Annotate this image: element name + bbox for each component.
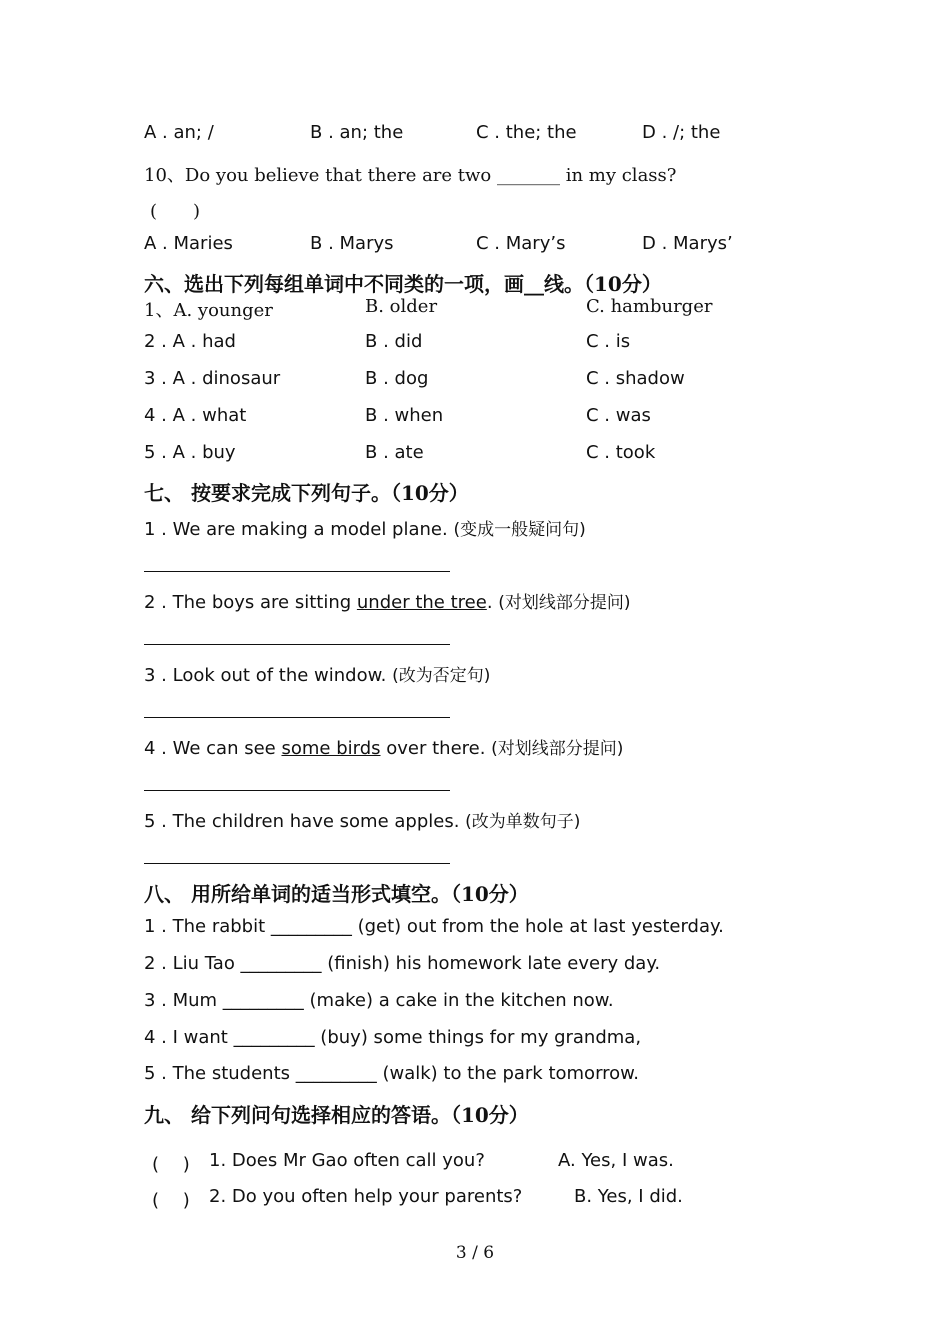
section7-title: 七、 按要求完成下列句子。（10分） xyxy=(144,481,469,505)
s6-row3-b: B . dog xyxy=(365,368,429,389)
s6-row5-a: 5 . A . buy xyxy=(144,442,236,463)
s8-item-1: 1 . The rabbit _________ (get) out from the hole at last yesterday. xyxy=(144,916,724,937)
s6-row2-b: B . did xyxy=(365,331,423,352)
s7-answer-line-2[interactable] xyxy=(144,644,450,645)
s7-answer-line-4[interactable] xyxy=(144,790,450,791)
q10-option-d: D . Marys’ xyxy=(642,233,733,254)
s7-item-2-text: 2 . The boys are sitting xyxy=(144,592,357,613)
s7-answer-line-3[interactable] xyxy=(144,717,450,718)
q9-option-c: C . the; the xyxy=(476,122,577,143)
page-number: 3 / 6 xyxy=(455,1243,495,1263)
s9-item-2-answer: B. Yes, I did. xyxy=(574,1186,683,1207)
section9-title: 九、 给下列问句选择相应的答语。（10分） xyxy=(144,1103,529,1127)
s7-item-5-text: 5 . The children have some apples. xyxy=(144,811,466,832)
s9-item-1-answer: A. Yes, I was. xyxy=(558,1150,674,1171)
q10-option-a: A . Maries xyxy=(144,233,233,254)
q9-option-b: B . an; the xyxy=(310,122,404,143)
s9-item-2-paren[interactable]: ( ) xyxy=(152,1190,190,1211)
s9-item-1-paren[interactable]: ( ) xyxy=(152,1154,190,1175)
s6-row4-b: B . when xyxy=(365,405,444,426)
s6-row1-a: 1、A. younger xyxy=(144,300,273,321)
section8-title: 八、 用所给单词的适当形式填空。（10分） xyxy=(144,882,529,906)
s7-item-2-post: . xyxy=(486,592,499,613)
q9-option-a: A . an; / xyxy=(144,122,214,143)
q9-option-d: D . /; the xyxy=(642,122,721,143)
s8-item-5: 5 . The students _________ (walk) to the park tomorrow. xyxy=(144,1063,639,1084)
s7-item-4-post: over there. xyxy=(380,738,492,759)
s7-item-1-text: 1 . We are making a model plane. xyxy=(144,519,454,540)
s6-row1-c: C. hamburger xyxy=(586,296,713,317)
s9-item-1-question: 1. Does Mr Gao often call you? xyxy=(209,1150,485,1171)
s7-item-5 xyxy=(144,807,580,832)
s7-item-4-note: (对划线部分提问) xyxy=(491,739,624,759)
s9-item-2-question: 2. Do you often help your parents? xyxy=(209,1186,523,1207)
s6-row3-c: C . shadow xyxy=(586,368,685,389)
s7-answer-line-1[interactable] xyxy=(144,571,450,572)
s8-item-4: 4 . I want _________ (buy) some things for my grandma, xyxy=(144,1027,642,1048)
s7-item-5-note: (改为单数句子) xyxy=(465,812,581,832)
s6-row3-a: 3 . A . dinosaur xyxy=(144,368,281,389)
s8-item-3: 3 . Mum _________ (make) a cake in the kitchen now. xyxy=(144,990,614,1011)
q10-option-b: B . Marys xyxy=(310,233,394,254)
s7-item-4-text: 4 . We can see xyxy=(144,738,282,759)
s7-item-3-note: (改为否定句) xyxy=(392,666,491,686)
section6-title: 六、选出下列每组单词中不同类的一项，画__线。（10分） xyxy=(144,272,662,296)
s6-row5-b: B . ate xyxy=(365,442,424,463)
s7-item-4-underlined: some birds xyxy=(281,738,381,759)
s8-item-2: 2 . Liu Tao _________ (finish) his homework late every day. xyxy=(144,953,661,974)
s7-item-1-note: (变成一般疑问句) xyxy=(453,520,586,540)
s6-row4-c: C . was xyxy=(586,405,651,426)
s6-row1-b: B. older xyxy=(365,296,438,317)
s7-item-3 xyxy=(144,661,490,686)
s7-item-2-underlined: under the tree xyxy=(356,592,487,613)
s7-item-2-note: (对划线部分提问) xyxy=(498,593,631,613)
q10-answer-paren: ( ) xyxy=(150,201,201,222)
s7-item-3-text: 3 . Look out of the window. xyxy=(144,665,393,686)
q10-question: 10、Do you believe that there are two _______ in my class? xyxy=(144,165,677,186)
s7-item-1 xyxy=(144,515,586,540)
s6-row5-c: C . took xyxy=(586,442,656,463)
s6-row4-a: 4 . A . what xyxy=(144,405,247,426)
s7-item-2 xyxy=(144,588,631,613)
s6-row2-a: 2 . A . had xyxy=(144,331,236,352)
q10-option-c: C . Mary’s xyxy=(476,233,566,254)
s7-answer-line-5[interactable] xyxy=(144,863,450,864)
s7-item-4 xyxy=(144,734,623,759)
s6-row2-c: C . is xyxy=(586,331,631,352)
